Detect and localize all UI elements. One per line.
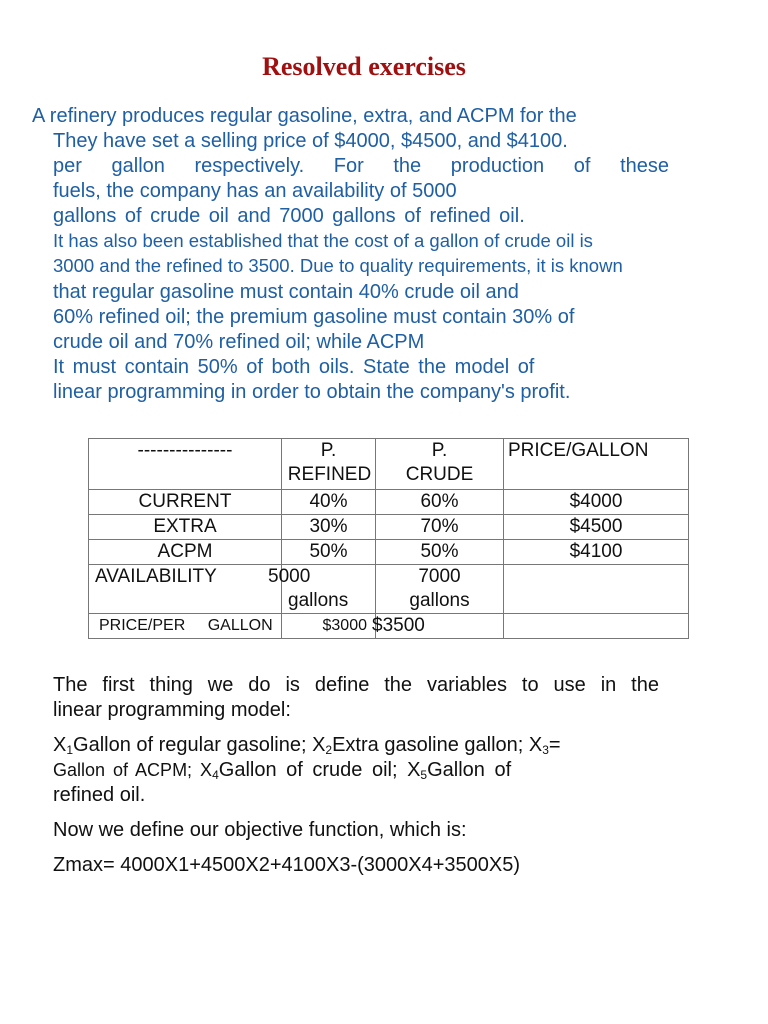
header-cell	[376, 439, 504, 490]
intro-line: A refinery produces regular gasoline, extra, and ACPM for the	[32, 105, 577, 127]
intro-line: crude oil and 70% refined oil; while ACPM	[53, 331, 425, 353]
availability-refined-value: 5000	[268, 566, 311, 587]
intro-line: It must contain 50% of both oils. State the model of	[53, 356, 535, 378]
price-row-crude-value: $3500	[372, 615, 425, 636]
row-refined: 50%	[282, 540, 376, 565]
var-sub: 2	[325, 743, 333, 757]
price-row-label-a: PRICE/PER	[99, 617, 186, 634]
var-x: X	[53, 734, 67, 756]
intro-line: They have set a selling price of $4000, $4500, and $4100.	[53, 130, 568, 152]
price-row-crude	[372, 614, 504, 639]
row-label: EXTRA	[89, 515, 282, 540]
intro-line: 60% refined oil; the premium gasoline must contain 30% of	[53, 306, 575, 328]
data-table	[88, 438, 689, 639]
availability-row	[89, 565, 689, 614]
variables-line-3: refined oil.	[53, 784, 146, 806]
availability-refined-unit: gallons	[288, 590, 349, 611]
var-text: Gallon of crude oil; X	[218, 759, 421, 781]
availability-refined	[268, 565, 376, 614]
header-price: PRICE/GALLON	[504, 439, 689, 490]
header-refined-p: P.	[320, 440, 337, 461]
intro-line: linear programming in order to obtain the company's profit.	[53, 381, 571, 403]
table-row	[89, 540, 689, 565]
availability-empty	[504, 565, 689, 614]
header-crude: CRUDE	[405, 464, 474, 485]
solution-line: The first thing we do is define the variables to use in the	[53, 674, 659, 696]
row-price: $4000	[504, 490, 689, 515]
availability-label: AVAILABILITY	[89, 565, 282, 614]
table-row	[89, 515, 689, 540]
var-text: Gallon of ACPM; X	[53, 760, 213, 780]
price-row-empty	[504, 614, 689, 639]
row-price: $4100	[504, 540, 689, 565]
availability-crude-unit: gallons	[409, 590, 470, 611]
var-text: Gallon of	[427, 759, 512, 781]
row-refined: 30%	[282, 515, 376, 540]
header-crude-p: P.	[431, 440, 448, 461]
intro-line: fuels, the company has an availability of 5000	[53, 180, 457, 202]
availability-crude	[376, 565, 504, 614]
row-label: CURRENT	[89, 490, 282, 515]
row-crude: 50%	[376, 540, 504, 565]
table-row	[89, 490, 689, 515]
header-cell	[282, 439, 376, 490]
intro-line: gallons of crude oil and 7000 gallons of refined oil.	[53, 205, 525, 227]
row-label: ACPM	[89, 540, 282, 565]
objective-function: Zmax= 4000X1+4500X2+4100X3-(3000X4+3500X5)	[53, 854, 521, 876]
row-price: $4500	[504, 515, 689, 540]
var-text: =	[548, 734, 561, 756]
price-row-refined: $3000	[282, 614, 376, 639]
intro-line: per gallon respectively. For the production of these	[53, 155, 669, 177]
var-sub: 1	[66, 743, 74, 757]
header-refined: REFINED	[287, 464, 372, 485]
intro-line: that regular gasoline must contain 40% crude oil and	[53, 281, 519, 303]
header-cell: ---------------	[89, 439, 282, 490]
price-row-label	[89, 614, 282, 639]
row-crude: 60%	[376, 490, 504, 515]
intro-line: 3000 and the refined to 3500. Due to quality requirements, it is known	[53, 255, 623, 276]
var-text: Gallon of regular gasoline; X	[73, 734, 326, 756]
objective-intro: Now we define our objective function, which is:	[53, 819, 467, 841]
availability-crude-value: 7000	[418, 566, 461, 587]
var-sub: 5	[420, 768, 428, 782]
var-sub: 4	[212, 768, 219, 782]
row-refined: 40%	[282, 490, 376, 515]
solution-line: linear programming model:	[53, 699, 291, 721]
var-sub: 3	[542, 743, 549, 757]
table-header-row	[89, 439, 689, 490]
intro-line: It has also been established that the cost of a gallon of crude oil is	[53, 230, 593, 251]
price-row	[89, 614, 689, 639]
row-crude: 70%	[376, 515, 504, 540]
var-text: Extra gasoline gallon; X	[332, 734, 543, 756]
page-title: Resolved exercises	[262, 52, 466, 81]
price-row-label-b: GALLON	[207, 617, 273, 634]
